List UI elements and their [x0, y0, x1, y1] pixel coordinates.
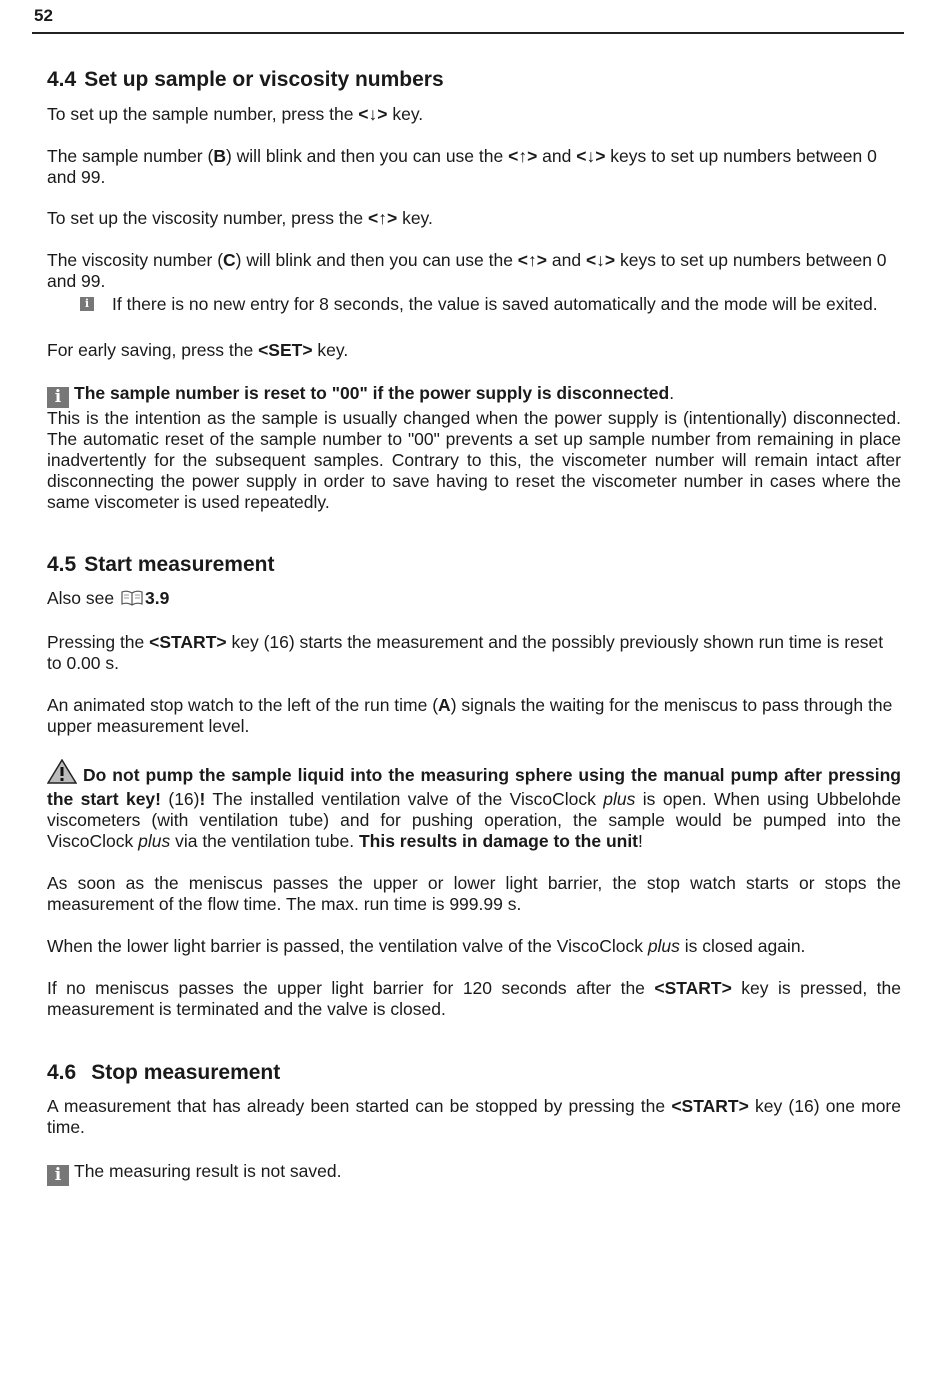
s46-note: i The measuring result is not saved.: [47, 1161, 901, 1186]
info-icon: i: [47, 387, 69, 408]
s44-reset-heading: i The sample number is reset to "00" if the power supply is disconnected.: [47, 383, 901, 408]
s44-para-3: To set up the viscosity number, press the <↑> key.: [47, 208, 433, 228]
s44-para-2: The sample number (B) will blink and then you can use the <↑> and <↓> keys to set up numbers between 0 and 99.: [47, 146, 877, 187]
s44-para-4: The viscosity number (C) will blink and then you can use the <↑> and <↓> keys to set up numbers between 0 and 99.: [47, 250, 887, 291]
section-4-5-heading: 4.5 Start measurement: [47, 553, 275, 576]
s45-see-also: Also see 3.9: [47, 588, 901, 611]
warning-triangle-icon: [47, 759, 77, 789]
s44-para-1: To set up the sample number, press the <↓> key.: [47, 104, 424, 124]
book-icon: [121, 590, 143, 611]
s45-para-3: As soon as the meniscus passes the upper or lower light barrier, the stop watch starts or stops the measurement of the flow time. The max. run time is 999.99 s.: [47, 873, 901, 914]
s45-warning: Do not pump the sample liquid into the measuring sphere using the manual pump after pressing the start key! (16)! The installed ventilation valve of the ViscoClock plus is open. When using Ubbelohde viscometers (with ventilation tube) and for pushing operation, the sample would be pumped into the ViscoClock plus via the ventilation tube. This results in damage to the unit!: [47, 759, 901, 852]
s45-para-2: An animated stop watch to the left of the run time (A) signals the waiting for the meniscus to pass through the upper measurement level.: [47, 695, 893, 736]
s44-para-5: For early saving, press the <SET> key.: [47, 340, 349, 360]
s44-note: i If there is no new entry for 8 seconds, the value is saved automatically and the mode will be exited.: [80, 292, 901, 316]
s44-reset-body: This is the intention as the sample is usually changed when the power supply is (intentionally) disconnected. The automatic reset of the sample number to "00" prevents a set up sample number from remaining in place inadvertently for the subsequent samples. Contrary to this, the viscometer number will remain intact after disconnecting the power supply in order to save having to reset the viscometer number in cases where the same viscometer is used repeatedly.: [47, 408, 901, 512]
info-icon: i: [80, 297, 94, 311]
s45-para-1: Pressing the <START> key (16) starts the measurement and the possibly previously shown run time is reset to 0.00 s.: [47, 632, 884, 673]
page-content: [47, 66, 901, 1186]
info-icon: i: [47, 1165, 69, 1186]
s45-para-4: When the lower light barrier is passed, the ventilation valve of the ViscoClock plus is closed again.: [47, 936, 806, 956]
section-4-4-heading: 4.4 Set up sample or viscosity numbers: [47, 68, 444, 91]
page-number: 52: [34, 6, 53, 25]
header-rule: [32, 32, 904, 34]
s46-para-1: A measurement that has already been started can be stopped by pressing the <START> key (16) one more time.: [47, 1096, 901, 1137]
s45-para-5: If no meniscus passes the upper light barrier for 120 seconds after the <START> key is pressed, the measurement is terminated and the valve is closed.: [47, 978, 901, 1019]
section-4-6-heading: 4.6 Stop measurement: [47, 1061, 281, 1084]
